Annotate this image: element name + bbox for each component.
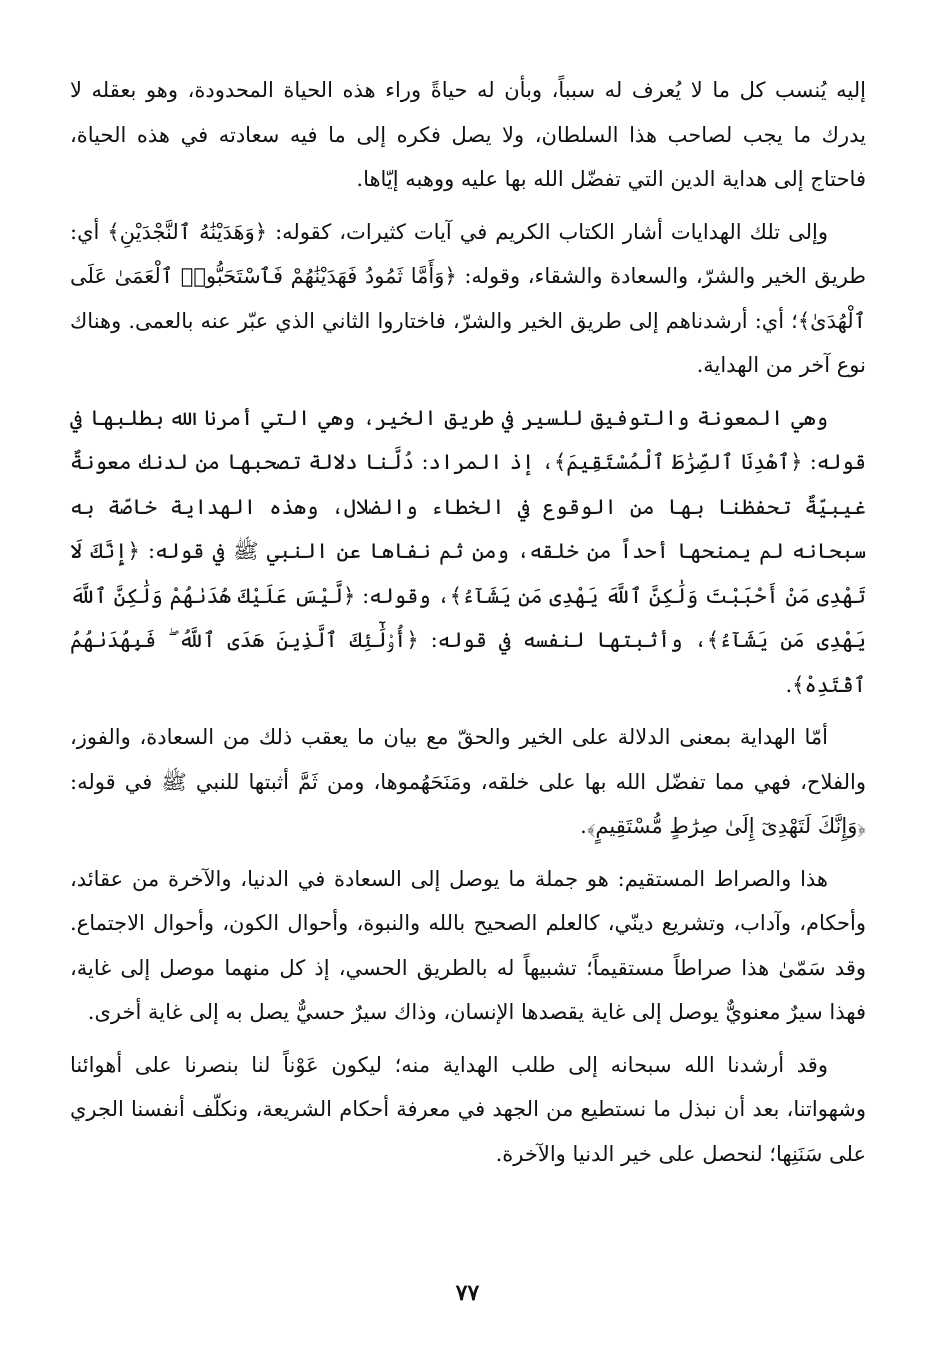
paragraph-6: وقد أرشدنا الله سبحانه إلى طلب الهداية منه؛ ليكون عَوْناً لنا بنصرنا على أهوائنا وشهواتنا، بعد أن نبذل ما نستطيع من الجهد في معرفة أحكام الشريعة، ونكلّف أنفسنا الجري على سَنَنِها؛ لنحصل على خير الدنيا والآخرة. [70, 1052, 866, 1166]
page-number: ٧٧ [455, 1280, 480, 1306]
paragraph-2: وإلى تلك الهدايات أشار الكتاب الكريم في آيات كثيرات، كقوله: ﴿وَهَدَيْنَٰهُ ٱلنَّجْدَيْنِ﴾ أي: طريق الخير والشرّ، والسعادة والشقاء، وقوله: ﴿وَأَمَّا ثَمُودُ فَهَدَيْنَٰهُمْ فَٱسْتَحَبُّوا۟ ٱلْعَمَىٰ عَلَى ٱلْهُدَىٰ﴾؛ أي: أرشدناهم إلى طريق الخير والشرّ، فاختاروا الثاني الذي عبّر عنه بالعمى. وهناك نوع آخر من الهداية. [70, 219, 866, 377]
paragraph-5: هذا والصراط المستقيم: هو جملة ما يوصل إلى السعادة في الدنيا، والآخرة من عقائد، وأحكام، وآداب، وتشريع دينّي، كالعلم الصحيح بالله والنبوة، وأحوال الكون، وأحوال الاجتماع. وقد سَمّىٰ هذا صراطاً مستقيماً؛ تشبيهاً له بالطريق الحسي، إذ كل منهما موصل إلى غاية، فهذا سيرٌ معنويٌّ يوصل إلى غاية يقصدها الإنسان، وذاك سيرٌ حسيٌّ يصل به إلى غاية أخرى. [70, 866, 866, 1024]
paragraph-4: أمّا الهداية بمعنى الدلالة على الخير والحقّ مع بيان ما يعقب ذلك من السعادة، والفوز، والفلاح، فهي مما تفضّل الله بها على خلقه، ومَنَحَهُموها، ومن ثَمَّ أثبتها للنبي ﷺ في قوله: ﴿وَإِنَّكَ لَتَهْدِىٓ إِلَىٰ صِرَٰطٍ مُّسْتَقِيمٍ﴾. [70, 725, 866, 838]
page-body [70, 68, 866, 1288]
paragraph-1: إليه يُنسب كل ما لا يُعرف له سبباً، وبأن له حياةً وراء هذه الحياة المحدودة، وهو بعقله لا يدرك ما يجب لصاحب هذا السلطان، ولا يصل فكره إلى ما فيه سعادته في هذه الحياة، فاحتاج إلى هداية الدين التي تفضّل الله بها عليه ووهبه إيّاها. [70, 78, 866, 191]
paragraph-3: وهي المعونة والتوفيق للسير في طريق الخير، وهي التي أمرنا الله بطلبها في قوله: ﴿ٱهْدِنَا ٱلصِّرَٰطَ ٱلْمُسْتَقِيمَ﴾، إذ المراد: دُلَّنا دلالة تصحبها من لدنك معونةٌ غيبيّةٌ تحفظنا بها من الوقوع في الخطاء والضلال، وهذه الهداية خاصّة به سبحانه لم يمنحها أحداً من خلقه، ومن ثم نفاها عن النبي ﷺ في قوله: ﴿إِنَّكَ لَا تَهْدِى مَنْ أَحْبَبْتَ وَلَٰكِنَّ ٱللَّهَ يَهْدِى مَن يَشَآءُ﴾، وقوله: ﴿لَّيْسَ عَلَيْكَ هُدَىٰهُمْ وَلَٰكِنَّ ٱللَّهَ يَهْدِى مَن يَشَآءُ﴾، وأثبتها لنفسه في قوله: ﴿أُو۟لَٰٓئِكَ ٱلَّذِينَ هَدَى ٱللَّهُ ۖ فَبِهُدَىٰهُمُ ٱقْتَدِهْ﴾. [70, 405, 866, 697]
